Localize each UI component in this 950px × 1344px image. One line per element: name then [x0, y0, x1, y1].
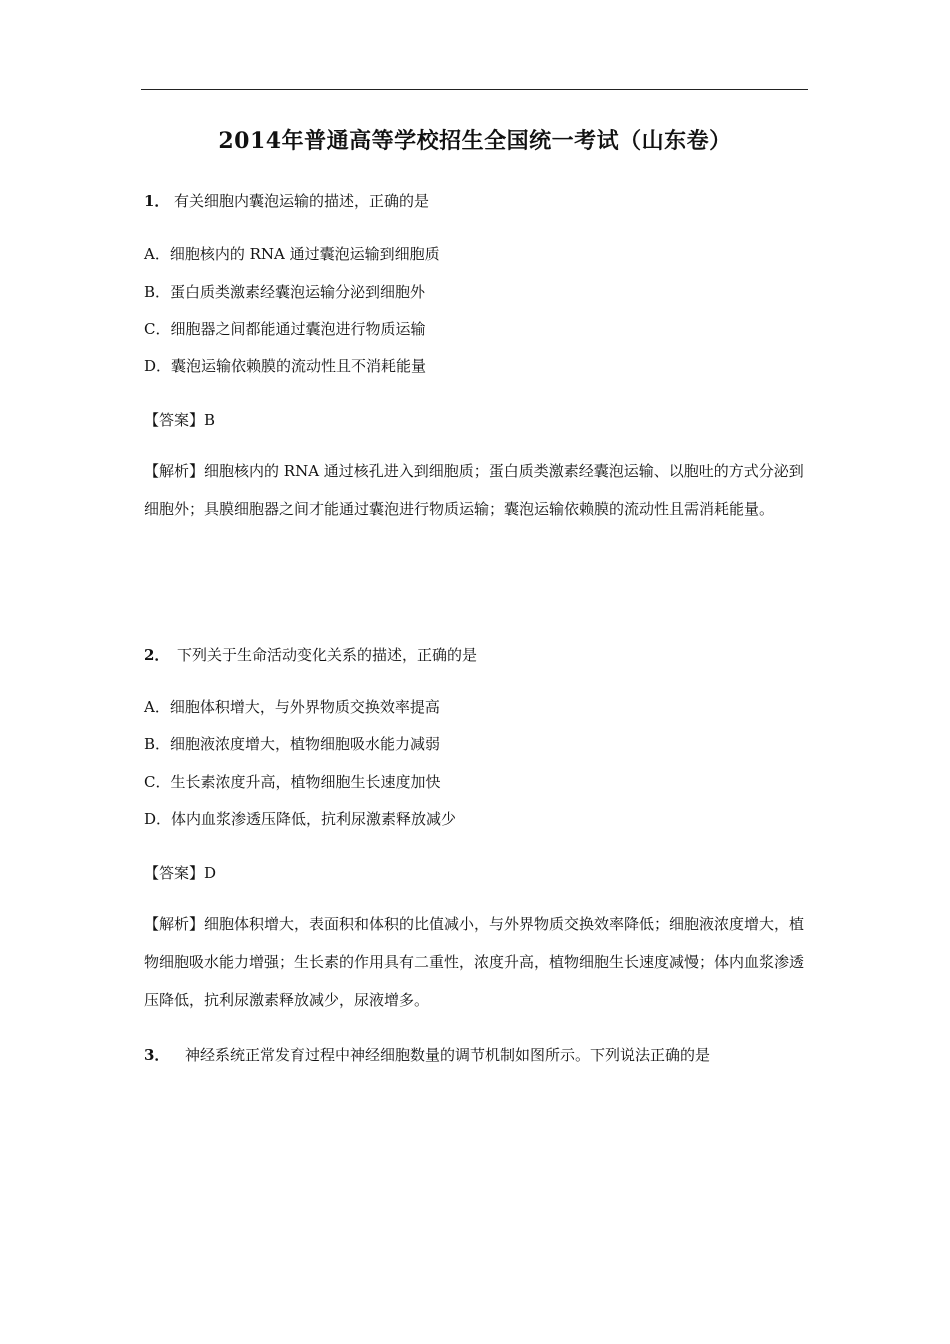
answer-label: 【答案】	[144, 411, 205, 429]
question-3-number: 3．	[144, 1046, 170, 1064]
page-title: 2014年普通高等学校招生全国统一考试（山东卷）	[218, 128, 732, 154]
answer-label: 【答案】	[144, 864, 205, 882]
question-2-analysis	[144, 905, 812, 1019]
question-2-option-b: B．细胞液浓度增大，植物细胞吸水能力减弱	[144, 735, 441, 753]
question-1-option-c: C．细胞器之间都能通过囊泡进行物质运输	[144, 320, 426, 338]
question-1-option-a: A．细胞核内的 RNA 通过囊泡运输到细胞质	[144, 245, 440, 263]
question-3-text: 神经系统正常发育过程中神经细胞数量的调节机制如图所示。下列说法正确的是	[185, 1046, 711, 1064]
question-2-option-c: C．生长素浓度升高，植物细胞生长速度加快	[144, 773, 441, 791]
question-1-text: 有关细胞内囊泡运输的描述，正确的是	[174, 192, 430, 210]
question-1-analysis	[144, 452, 812, 528]
question-2-option-d: D．体内血浆渗透压降低，抗利尿激素释放减少	[144, 810, 457, 828]
question-1-option-d: D．囊泡运输依赖膜的流动性且不消耗能量	[144, 357, 427, 375]
question-1-answer	[144, 409, 215, 430]
answer-value: B	[204, 411, 216, 429]
header-rule	[141, 89, 808, 90]
question-2-answer	[144, 862, 216, 883]
question-2-text: 下列关于生命活动变化关系的描述，正确的是	[177, 646, 478, 664]
answer-value: D	[204, 864, 217, 882]
analysis-label: 【解析】	[144, 915, 205, 933]
question-1-option-b: B．蛋白质类激素经囊泡运输分泌到细胞外	[144, 283, 426, 301]
question-1-stem	[144, 190, 429, 211]
question-2-option-a: A．细胞体积增大，与外界物质交换效率提高	[144, 698, 440, 716]
question-2-stem	[144, 644, 477, 665]
analysis-label: 【解析】	[144, 462, 205, 480]
question-2-number: 2．	[144, 646, 170, 664]
question-1-number: 1．	[144, 192, 170, 210]
analysis-text: 细胞体积增大，表面积和体积的比值减小，与外界物质交换效率降低；细胞液浓度增大，植物细胞吸水能力增强；生长素的作用具有二重性，浓度升高，植物细胞生长速度减慢；体内血浆渗透压降低，抗利尿激素释放减少，尿液增多。	[144, 915, 805, 1009]
analysis-text: 细胞核内的 RNA 通过核孔进入到细胞质；蛋白质类激素经囊泡运输、以胞吐的方式分泌到细胞外；具膜细胞器之间才能通过囊泡进行物质运输；囊泡运输依赖膜的流动性且需消耗能量。	[144, 462, 804, 518]
question-3-stem	[144, 1044, 710, 1065]
